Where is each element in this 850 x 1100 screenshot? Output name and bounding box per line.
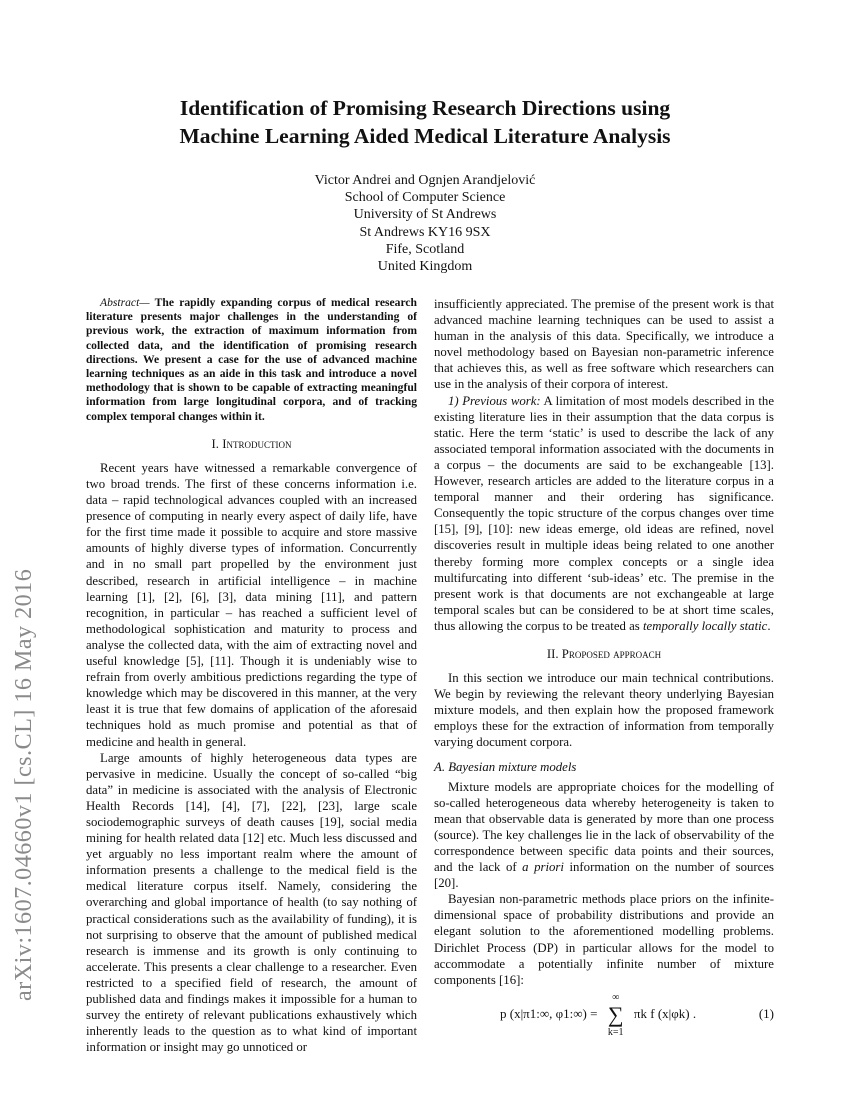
summation-lower-limit: k=1: [607, 1026, 624, 1038]
previous-work-text: A limitation of most models described in the existing literature lies in their assumption that the data corpus is static. Here the term ‘static’ is used to describe the lack of any associated temporal information associated with the documents in a corpus – the documents are said to be exchangeable [13]. However, research articles are added to the literature corpus in a temporal manner and their ordering has significance. Consequently the topic structure of the corpus changes over time [15], [9], [10]: new ideas emerge, old ideas are refined, novel discoveries result in multiple ideas being related to one another thereby forming more complex concepts or a single idea multifurcating into different ‘sub-ideas’ etc. The premise in the present work is that documents are not exchangeable at large temporal scales but can be considered to be at short time scales, thus allowing the corpus to be treated as: [434, 393, 774, 633]
summation-upper-limit: ∞: [612, 991, 620, 1003]
section-number: II.: [546, 646, 559, 661]
author-country: United Kingdom: [377, 259, 473, 275]
right-column: [434, 296, 774, 1044]
title-line-2: Machine Learning Aided Medical Literature Analysis: [179, 124, 671, 148]
title-line-1: Identification of Promising Research Directions using: [179, 96, 671, 120]
section-title: Introduction: [222, 436, 292, 451]
approach-paragraph-1: In this section we introduce our main technical contributions. We begin by reviewing the relevant theory underlying Bayesian mixture models, and then explain how the proposed framework employs these for the extraction of information from temporally varying document corpora.: [434, 671, 774, 750]
equation-rhs: πk f (x|φk) .: [633, 1005, 697, 1021]
previous-work-heading: 1) Previous work:: [448, 393, 541, 408]
intro-paragraph-2: Large amounts of highly heterogeneous data types are pervasive in medicine. Usually the concept of so-called “big data” in medicine is associated with the analysis of Electronic Health Records [14], [4], [7], [22], [23], large scale sociodemographic surveys of death causes [19], social media mining for health related data [12] etc. Much less discussed and yet arguably no less important realm where the amount of information presents a challenge to the medical field is the medical literature corpus itself. Namely, considering the overarching and global importance of health (to say nothing of practical considerations such as the availability of funding), it is not surprising to observe that the amount of published medical research is immense and its growth is only continuing to accelerate. This presents a clear challenge to a researcher. Even restricted to a specified field of research, the amount of published data and findings makes it impossible for a human to survey the entirety of relevant publications exhaustively which inherently leads to the question as to what kind of important information or insight may go unnoticed or: [86, 750, 417, 1055]
section-number: I.: [211, 436, 219, 451]
author-department: School of Computer Science: [344, 190, 506, 206]
abstract-lead: Abstract—: [100, 296, 150, 309]
section-title: Proposed approach: [561, 646, 662, 661]
equation-number: (1): [758, 1005, 774, 1021]
equation-body: [500, 991, 697, 1038]
abstract-text: The rapidly expanding corpus of medical research literature presents major challenges in the understanding of previous work, the extraction of maximum information from collected data, and the identification of promising research directions. We present a case for the use of advanced machine learning techniques as an aide in this task and introduce a novel methodology that is shown to be capable of extracting meaningful information from large longitudinal corpora, and of tracking complex temporal changes within it.: [86, 296, 417, 423]
abstract: [86, 296, 417, 424]
equation-1: [434, 991, 774, 1044]
section-heading-proposed-approach: [434, 646, 774, 662]
previous-work-emphasis: temporally locally static: [642, 618, 768, 633]
nonparametric-paragraph: Bayesian non-parametric methods place priors on the infinite-dimensional space of probability distributions and provide an elegant solution to the aforementioned modelling problems. Dirichlet Process (DP) in particular allows for the model to accommodate a potentially infinite number of mixture components [16]:: [434, 892, 774, 987]
equation-lhs: p (x|π1:∞, φ1:∞) =: [500, 1005, 598, 1021]
mixture-paragraph: [434, 779, 774, 892]
intro-paragraph-2-continued: insufficiently appreciated. The premise of the present work is that advanced machine learning techniques can be used to assist a human in the analysis of this data. Specifically, we introduce a novel methodology based on Bayesian non-parametric inference that achieves this, as well as free software which researchers can use in the analysis of their corpora of interest.: [434, 297, 774, 392]
previous-work-end: .: [767, 618, 771, 633]
subsection-heading-bayesian-mixture-models: A. Bayesian mixture models: [434, 759, 577, 774]
summation-symbol: ∑: [607, 1001, 624, 1027]
left-column: [86, 296, 417, 1055]
previous-work-paragraph: [434, 393, 774, 634]
author-postcode: St Andrews KY16 9SX: [359, 224, 491, 240]
mixture-text-b: information on the number of sources [20].: [434, 860, 775, 891]
paper-title: [0, 94, 850, 150]
author-region: Fife, Scotland: [385, 241, 465, 257]
mixture-emphasis: a priori: [522, 860, 564, 875]
author-university: University of St Andrews: [353, 207, 497, 223]
author-names: Victor Andrei and Ognjen Arandjelović: [314, 173, 536, 188]
section-heading-introduction: [86, 436, 417, 452]
summation-operator: [603, 991, 629, 1038]
author-block: [0, 172, 850, 275]
intro-paragraph-1: Recent years have witnessed a remarkable convergence of two broad trends. The first of these concerns information i.e. data – rapid technological advances coupled with an increased presence of computing in nearly every aspect of daily life, have for the first time made it possible to acquire and store massive amounts of highly diverse types of information. Concurrently and in no small part propelled by the environment just described, research in artificial intelligence – in machine learning [1], [2], [6], [3], data mining [11], and pattern recognition, in particular – has reached a sufficient level of methodological sophistication and maturity to process and analyse the collected data, with the aim of extracting novel and useful knowledge [5], [11]. Though it is undeniably wise to refrain from overly ambitious predictions regarding the type of knowledge which may be discovered in this manner, at the very least it is true that few domains of application of the aforesaid techniques hold as much promise and potential as that of medicine and health in general.: [86, 460, 417, 749]
arxiv-identifier-stamp: arXiv:1607.04660v1 [cs.CL] 16 May 2016: [10, 568, 37, 1001]
mixture-text-a: Mixture models are appropriate choices for the modelling of so-called heterogeneous data whereby heterogeneity is taken to mean that observable data is generated by more than one process (source). The key challenges lie in the lack of observability of the correspondence between specific data points and their sources, and the lack of: [434, 779, 774, 875]
